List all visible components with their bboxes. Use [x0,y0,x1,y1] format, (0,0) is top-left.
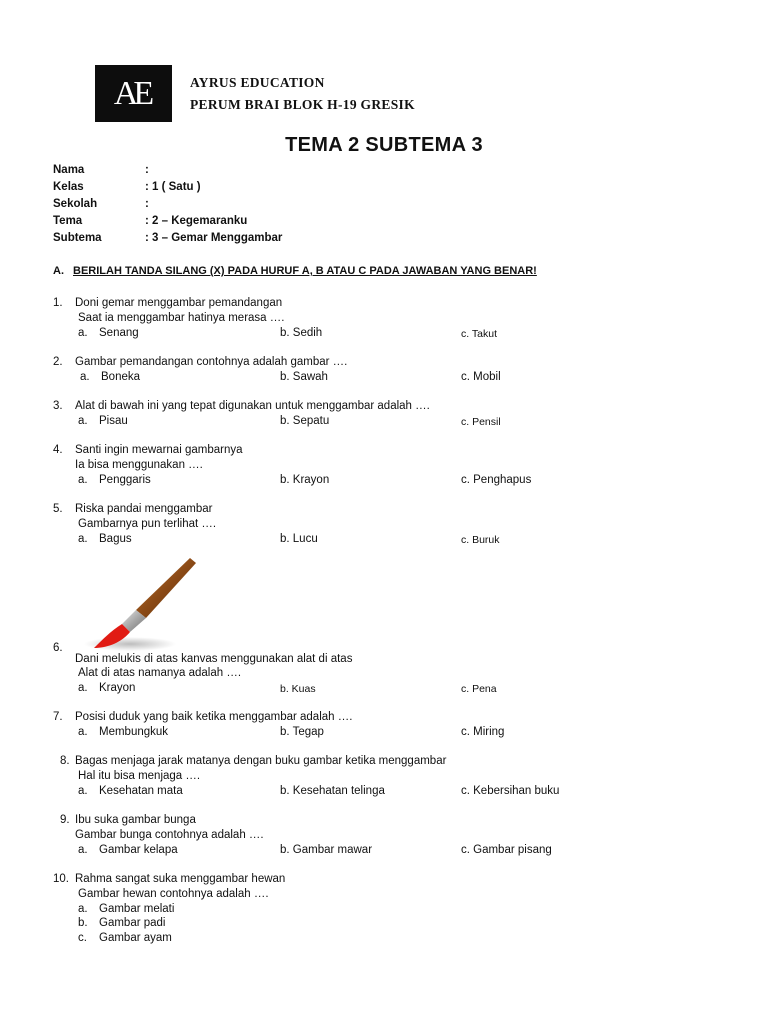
option-b: b. Sepatu [280,415,330,427]
option-letter: a. [78,903,88,915]
question-text: Bagas menjaga jarak matanya dengan buku gambar ketika menggambar [75,755,447,767]
question-number: 7. [53,711,63,723]
option-c: c. Kebersihan buku [461,785,560,797]
question-text: Gambar bunga contohnya adalah …. [75,829,264,841]
question-text: Hal itu bisa menjaga …. [78,770,201,782]
identity-label: Sekolah [53,198,98,210]
option-letter: c. [78,932,87,944]
question-number: 5. [53,503,63,515]
option-letter: a. [78,533,88,545]
question-text: Ibu suka gambar bunga [75,814,196,826]
logo-text: AE [113,74,150,112]
question-number: 8. [60,755,70,767]
identity-value: : 1 ( Satu ) [145,181,201,193]
option-c: c. Mobil [461,371,501,383]
option-b: b. Kuas [280,683,316,695]
question-text: Santi ingin mewarnai gambarnya [75,444,243,456]
logo [95,65,172,122]
identity-label: Tema [53,215,83,227]
org-address: PERUM BRAI BLOK H-19 GRESIK [190,97,415,112]
option-text: Pisau [99,415,128,427]
option-text: Gambar melati [99,903,175,915]
option-letter: b. [78,917,88,929]
section-text: BERILAH TANDA SILANG (X) PADA HURUF A, B ATAU C PADA JAWABAN YANG BENAR! [73,265,537,277]
option-c: c. Takut [461,328,497,340]
option-b: b. Sawah [280,371,328,383]
question-number: 6. [53,642,63,654]
question-text: Ia bisa menggunakan …. [75,459,203,471]
identity-label: Subtema [53,232,102,244]
option-c: c. Buruk [461,534,500,546]
question-text: Riska pandai menggambar [75,503,213,515]
org-name: AYRUS EDUCATION [190,75,325,90]
question-text: Posisi duduk yang baik ketika menggambar adalah …. [75,711,353,723]
option-text: Krayon [99,682,136,694]
option-b: b. Lucu [280,533,318,545]
option-letter: a. [78,844,88,856]
identity-label: Nama [53,164,85,176]
question-number: 2. [53,356,63,368]
option-text: Gambar padi [99,917,166,929]
brush-handle [136,558,196,618]
option-letter: a. [78,682,88,694]
question-text: Gambar pemandangan contohnya adalah gambar …. [75,356,348,368]
question-text: Alat di bawah ini yang tepat digunakan untuk menggambar adalah …. [75,400,430,412]
option-b: b. Krayon [280,474,330,486]
identity-label: Kelas [53,181,84,193]
option-c: c. Pena [461,683,497,695]
option-letter: a. [78,785,88,797]
option-b: b. Gambar mawar [280,844,373,856]
option-c: c. Miring [461,726,505,738]
option-letter: a. [78,415,88,427]
option-text: Penggaris [99,474,151,486]
page-title: TEMA 2 SUBTEMA 3 [285,134,483,156]
question-number: 1. [53,297,63,309]
identity-value: : [145,198,149,210]
question-text: Saat ia menggambar hatinya merasa …. [78,312,285,324]
question-number: 9. [60,814,70,826]
option-text: Kesehatan mata [99,785,183,797]
question-number: 3. [53,400,63,412]
identity-value: : 2 – Kegemaranku [145,215,248,227]
question-text: Rahma sangat suka menggambar hewan [75,873,286,885]
identity-value: : 3 – Gemar Menggambar [145,232,283,244]
identity-value: : [145,164,149,176]
option-text: Gambar ayam [99,932,172,944]
option-b: b. Tegap [280,726,324,738]
question-number: 4. [53,444,63,456]
option-b: b. Sedih [280,327,323,339]
brush-shadow [84,637,176,651]
section-a-instruction [53,265,537,277]
option-b: b. Kesehatan telinga [280,785,385,797]
question-text: Dani melukis di atas kanvas menggunakan alat di atas [75,653,353,665]
question-text: Alat di atas namanya adalah …. [78,667,242,679]
option-text: Gambar kelapa [99,844,178,856]
paintbrush-illustration [78,554,208,654]
option-letter: a. [80,371,90,383]
question-text: Gambar hewan contohnya adalah …. [78,888,269,900]
question-number: 10. [53,873,69,885]
option-text: Bagus [99,533,132,545]
option-letter: a. [78,726,88,738]
option-letter: a. [78,327,88,339]
option-text: Membungkuk [99,726,169,738]
question-text: Doni gemar menggambar pemandangan [75,297,283,309]
option-c: c. Penghapus [461,474,532,486]
option-c: c. Gambar pisang [461,844,552,856]
question-text: Gambarnya pun terlihat …. [78,518,217,530]
option-letter: a. [78,474,88,486]
option-text: Boneka [101,371,141,383]
section-letter: A. [53,265,64,277]
option-text: Senang [99,327,139,339]
option-c: c. Pensil [461,416,501,428]
